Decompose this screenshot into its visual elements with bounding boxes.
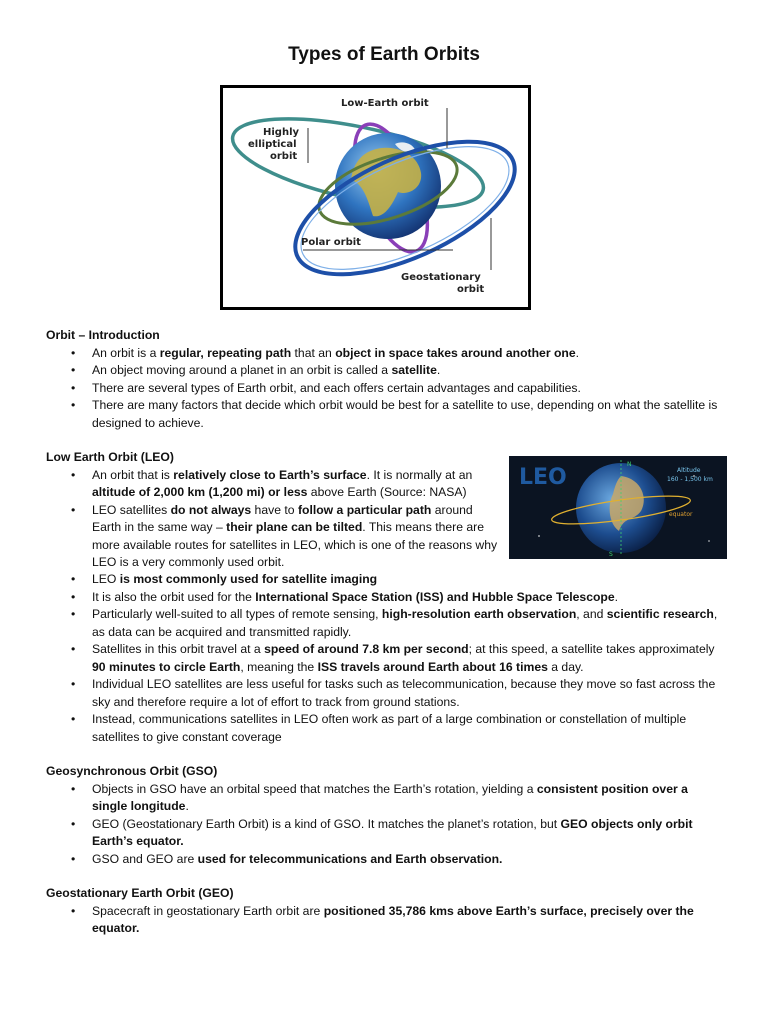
text-run: Satellites in this orbit travel at a [92,642,265,656]
bold-text: ISS travels around Earth about 16 times [317,659,548,674]
text-run: a day. [547,659,584,674]
bold-text: consistent position over a single longitude [92,781,688,813]
bold-text: follow a particular path [297,502,432,517]
text-run: , and [576,607,607,621]
leo-altitude-value: 160 - 1,500 km [667,476,713,483]
text-run: that an [291,345,336,360]
bullet-item [46,502,501,572]
bullet-item [46,345,726,363]
leo-south-label: S [609,551,613,558]
label-elliptical-line3: orbit [270,151,298,162]
bold-text: altitude of 2,000 km (1,200 mi) or less [92,485,308,499]
bullet-item [46,781,726,816]
text-run: , meaning the [240,659,318,674]
text-run: Particularly well-suited to all types of remote sensing, [92,607,382,621]
bold-text: scientific research [606,607,714,621]
bold-text: high-resolution earth observation [381,607,577,621]
bold-text: is most commonly used for satellite imaging [119,572,378,586]
bold-text: satellite [391,363,437,377]
leo-north-label: N [627,461,632,468]
text-run: above Earth (Source: NASA) [307,485,467,499]
bold-text: object in space takes around another one [335,345,576,360]
text-run: It is also the orbit used for the [92,589,256,604]
label-low-earth-orbit: Low-Earth orbit [341,98,429,109]
text-run: An orbit that is [92,467,174,482]
label-geostationary-line1: Geostationary [401,272,481,283]
page-title: Types of Earth Orbits [288,44,480,65]
bullet-item [46,851,726,869]
text-run: Instead, communications satellites in LEO often work as part of a large combination or constellation of multiple satellites to give constant coverage [92,712,687,744]
text-run: . [614,589,619,604]
section-heading: Geostationary Earth Orbit (GEO) [46,886,234,900]
text-run: GEO (Geostationary Earth Orbit) is a kind of GSO. It matches the planet’s rotation, but [92,816,561,831]
bold-text: relatively close to Earth’s surface [173,467,367,482]
bold-text: do not always [170,502,252,517]
bullet-item [46,641,726,676]
text-run: . It is normally at an [366,467,473,482]
text-run: . This means there are more available routes for satellites in LEO, which is one of the reasons why LEO is a very commonly used orbit. [92,520,498,569]
bullet-item [46,676,726,711]
section-heading: Orbit – Introduction [46,328,160,342]
leo-figure-title: LEO [519,465,567,490]
bold-text: regular, repeating path [159,345,292,360]
text-run: . [575,345,580,360]
label-geostationary-line2: orbit [457,284,485,295]
text-run: GSO and GEO are [92,851,198,866]
bold-text: speed of around 7.8 km per second [264,642,469,656]
bullet-item [46,711,726,746]
text-run: An object moving around a planet in an orbit is called a [92,363,392,377]
text-run: There are several types of Earth orbit, and each offers certain advantages and capabilities. [92,380,581,395]
text-run: . [185,799,189,813]
text-run: An orbit is a [92,345,160,360]
bold-text: GEO objects only orbit Earth’s equator. [92,816,693,848]
bullet-item [46,606,726,641]
section-heading: Geosynchronous Orbit (GSO) [46,764,218,778]
text-run: , as data can be acquired and transmitted rapidly. [92,607,718,639]
text-run: around Earth in the same way – [92,502,473,534]
leo-equator-label: equator [669,511,693,518]
bullet-list [46,345,726,433]
orbit-types-diagram [220,85,531,310]
section-heading: Low Earth Orbit (LEO) [46,450,174,464]
label-polar-orbit: Polar orbit [301,237,361,248]
text-run: LEO satellites [92,502,171,517]
bullet-list [46,467,501,572]
text-run: have to [251,502,298,517]
bold-text: used for telecommunications and Earth observation. [197,851,503,866]
bullet-list [46,571,726,746]
section-gso [46,763,726,868]
bullet-item [46,816,726,851]
bullet-item [46,589,726,607]
bullet-item [46,467,501,502]
text-run: ; at this speed, a satellite takes approximately [468,642,715,656]
bold-text: 90 minutes to circle Earth [92,659,241,674]
section-intro [46,327,726,432]
section-leo-continued [46,571,726,746]
leo-illustration [509,456,727,559]
text-run: There are many factors that decide which orbit would be best for a satellite to use, depending on what the satellite is designed to achieve. [92,398,718,430]
bullet-list [46,903,726,938]
text-run: Spacecraft in geostationary Earth orbit are [92,903,324,918]
bullet-item [46,903,726,938]
section-leo [46,449,501,572]
bullet-list [46,781,726,869]
bold-text: their plane can be tilted [226,520,363,534]
bullet-item [46,571,726,589]
bold-text: positioned 35,786 kms above Earth’s surface, precisely over the equator. [92,903,694,935]
text-run: . [436,363,441,377]
bullet-item [46,380,726,398]
label-elliptical-line1: Highly [263,127,300,138]
bold-text: International Space Station (ISS) and Hubble Space Telescope [255,589,615,604]
text-run: Individual LEO satellites are less useful for tasks such as telecommunication, because they move so fast across the sky and therefore require a lot of effort to track from ground stations. [92,677,716,709]
bullet-item [46,362,726,380]
bullet-item [46,397,726,432]
label-elliptical-line2: elliptical [248,139,297,150]
text-run: LEO [92,572,120,586]
leo-altitude-label: Altitude [677,467,701,474]
text-run: Objects in GSO have an orbital speed that matches the Earth’s rotation, yielding a [92,781,537,796]
section-geo [46,885,726,938]
